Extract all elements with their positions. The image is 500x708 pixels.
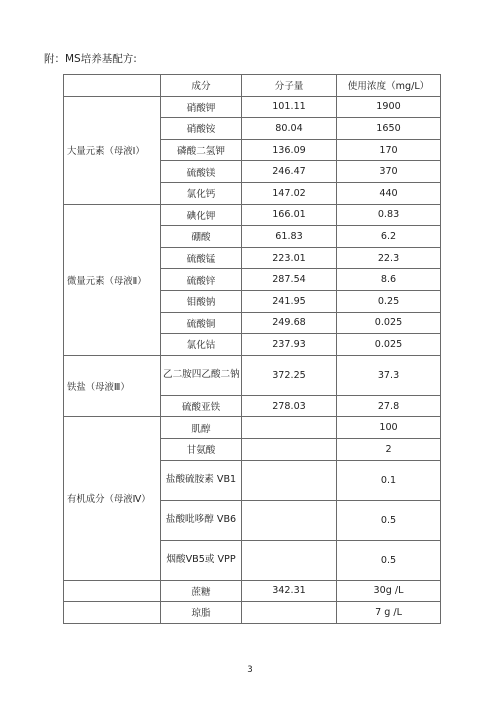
molecular-weight-cell: 342.31 — [242, 580, 337, 602]
molecular-weight-cell: 237.93 — [242, 334, 337, 356]
concentration-cell: 6.2 — [337, 226, 441, 248]
concentration-cell: 0.5 — [337, 500, 441, 540]
molecular-weight-cell — [242, 500, 337, 540]
concentration-cell: 8.6 — [337, 269, 441, 291]
concentration-cell: 0.1 — [337, 460, 441, 500]
table-row — [64, 417, 441, 439]
ingredient-name-cell: 碘化钾 — [161, 204, 242, 226]
concentration-cell: 440 — [337, 182, 441, 204]
ingredient-name-cell: 氯化钴 — [161, 334, 242, 356]
concentration-cell: 170 — [337, 139, 441, 161]
molecular-weight-cell: 61.83 — [242, 226, 337, 248]
molecular-weight-cell: 287.54 — [242, 269, 337, 291]
header-cell-molecular-weight: 分子量 — [242, 75, 337, 97]
table-body — [64, 75, 441, 624]
molecular-weight-cell: 136.09 — [242, 139, 337, 161]
ingredient-name-cell: 钼酸钠 — [161, 290, 242, 312]
ingredient-name-cell: 硫酸镁 — [161, 161, 242, 183]
molecular-weight-cell — [242, 460, 337, 500]
table-header-row — [64, 75, 441, 97]
ingredient-name-cell: 盐酸吡哆醇 VB6 — [161, 500, 242, 540]
ingredient-name-cell: 蔗糖 — [161, 580, 242, 602]
concentration-cell: 0.25 — [337, 290, 441, 312]
molecular-weight-cell — [242, 438, 337, 460]
molecular-weight-cell — [242, 602, 337, 624]
ingredient-name-cell: 硫酸锰 — [161, 247, 242, 269]
header-cell — [64, 75, 161, 97]
molecular-weight-cell: 249.68 — [242, 312, 337, 334]
ingredient-name-cell: 硫酸锌 — [161, 269, 242, 291]
concentration-cell: 30g /L — [337, 580, 441, 602]
header-cell-ingredient: 成分 — [161, 75, 242, 97]
molecular-weight-cell: 147.02 — [242, 182, 337, 204]
concentration-cell: 2 — [337, 438, 441, 460]
concentration-cell: 37.3 — [337, 355, 441, 395]
molecular-weight-cell: 80.04 — [242, 118, 337, 140]
ingredient-name-cell: 盐酸硫胺素 VB1 — [161, 460, 242, 500]
ingredient-name-cell: 硝酸钾 — [161, 96, 242, 118]
ingredient-name-cell: 肌醇 — [161, 417, 242, 439]
ingredient-name-cell: 硫酸亚铁 — [161, 395, 242, 417]
table-row — [64, 580, 441, 602]
table-row — [64, 602, 441, 624]
ingredient-name-cell: 乙二胺四乙酸二钠 — [161, 355, 242, 395]
concentration-cell: 0.025 — [337, 334, 441, 356]
group-label-cell: 铁盐（母液Ⅲ） — [64, 355, 161, 417]
ingredient-name-cell: 烟酸VB5或 VPP — [161, 540, 242, 580]
ingredient-name-cell: 琼脂 — [161, 602, 242, 624]
header-cell-concentration: 使用浓度（mg/L） — [337, 75, 441, 97]
group-label-cell — [64, 602, 161, 624]
molecular-weight-cell: 372.25 — [242, 355, 337, 395]
molecular-weight-cell: 166.01 — [242, 204, 337, 226]
concentration-cell: 1900 — [337, 96, 441, 118]
ingredient-name-cell: 硝酸铵 — [161, 118, 242, 140]
ingredient-name-cell: 磷酸二氢钾 — [161, 139, 242, 161]
molecular-weight-cell: 241.95 — [242, 290, 337, 312]
ingredient-name-cell: 硫酸铜 — [161, 312, 242, 334]
ingredient-name-cell: 甘氨酸 — [161, 438, 242, 460]
concentration-cell: 0.025 — [337, 312, 441, 334]
ms-medium-table — [63, 74, 441, 624]
group-label-cell — [64, 580, 161, 602]
ingredient-name-cell: 硼酸 — [161, 226, 242, 248]
ingredient-name-cell: 氯化钙 — [161, 182, 242, 204]
table-row — [64, 204, 441, 226]
group-label-cell: 微量元素（母液Ⅱ） — [64, 204, 161, 355]
molecular-weight-cell — [242, 417, 337, 439]
concentration-cell: 0.83 — [337, 204, 441, 226]
concentration-cell: 1650 — [337, 118, 441, 140]
concentration-cell: 370 — [337, 161, 441, 183]
concentration-cell: 7 g /L — [337, 602, 441, 624]
group-label-cell: 有机成分（母液Ⅳ） — [64, 417, 161, 580]
concentration-cell: 100 — [337, 417, 441, 439]
molecular-weight-cell: 246.47 — [242, 161, 337, 183]
concentration-cell: 27.8 — [337, 395, 441, 417]
table-row — [64, 96, 441, 118]
concentration-cell: 22.3 — [337, 247, 441, 269]
group-label-cell: 大量元素（母液Ⅰ） — [64, 96, 161, 204]
page-number: 3 — [247, 665, 253, 675]
page-heading: 附：MS培养基配方: — [44, 53, 137, 65]
table-row — [64, 355, 441, 395]
concentration-cell: 0.5 — [337, 540, 441, 580]
molecular-weight-cell: 278.03 — [242, 395, 337, 417]
molecular-weight-cell — [242, 540, 337, 580]
molecular-weight-cell: 101.11 — [242, 96, 337, 118]
molecular-weight-cell: 223.01 — [242, 247, 337, 269]
